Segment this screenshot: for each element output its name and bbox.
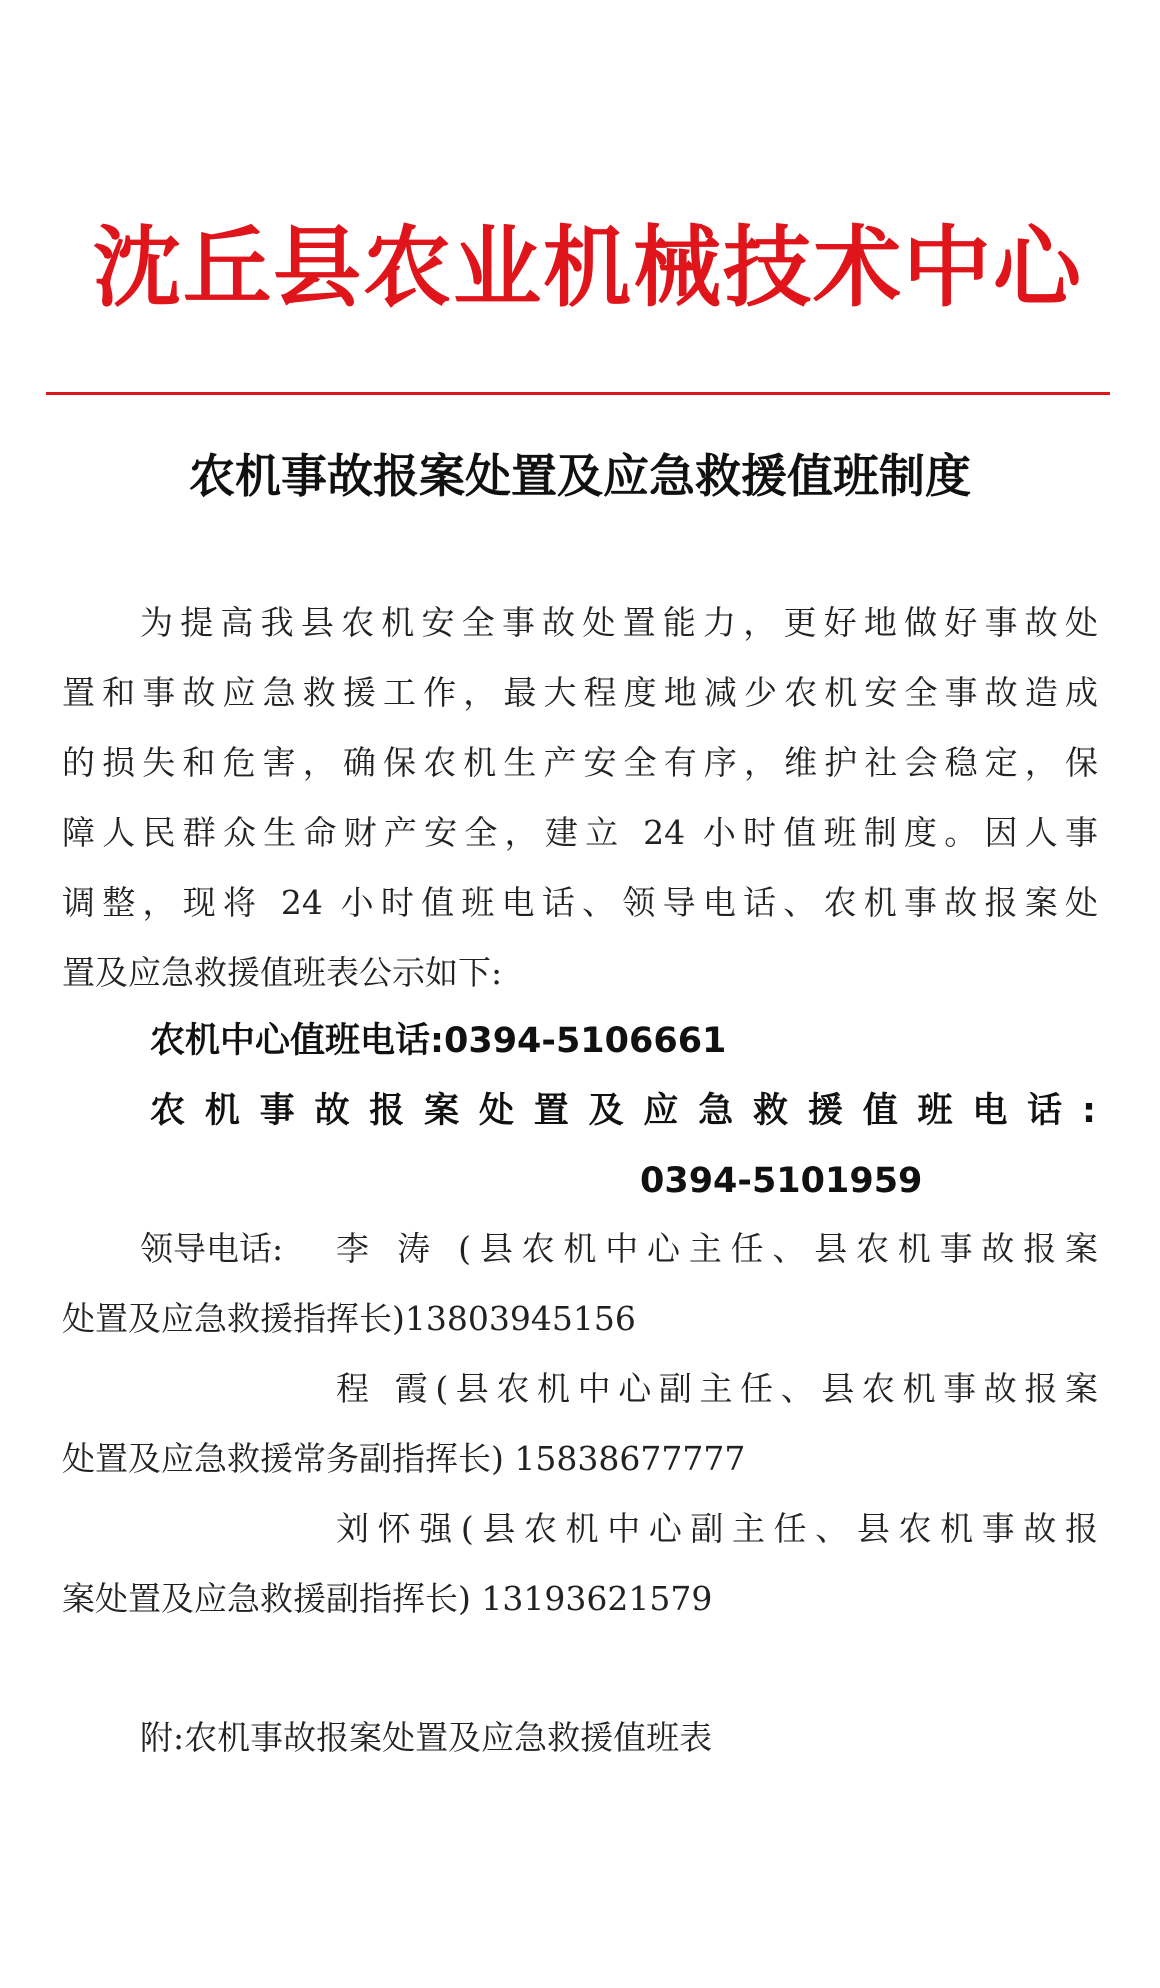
leader-entry-line: 处置及应急救援常务副指挥长) 15838677777	[62, 1439, 746, 1478]
appendix-note: 附:农机事故报案处置及应急救援值班表	[140, 1718, 713, 1757]
leaders-label: 领导电话:	[140, 1229, 284, 1268]
leader-entry-line: 刘怀强(县农机中心副主任、县农机事故报	[336, 1509, 1098, 1548]
document-title: 农机事故报案处置及应急救援值班制度	[189, 449, 971, 503]
emergency-phone-number: 0394-5101959	[640, 1161, 923, 1201]
intro-line: 障人民群众生命财产安全，建立 24 小时值班制度。因人事	[62, 813, 1098, 852]
duty-phone-label: 农机中心值班电话:	[150, 1021, 444, 1061]
red-divider-line	[46, 392, 1110, 395]
intro-line: 置和事故应急救援工作，最大程度地减少农机安全事故造成	[62, 673, 1098, 712]
organization-header: 沈丘县农业机械技术中心	[92, 215, 1083, 319]
intro-line: 为提高我县农机安全事故处置能力，更好地做好事故处	[140, 603, 1098, 642]
leader-entry-line: 李 涛 (县农机中心主任、县农机事故报案	[336, 1229, 1098, 1268]
leader-entry-line: 案处置及应急救援副指挥长) 13193621579	[62, 1579, 713, 1618]
intro-line: 调整，现将 24 小时值班电话、领导电话、农机事故报案处	[62, 883, 1098, 922]
intro-line: 置及应急救援值班表公示如下:	[62, 953, 503, 992]
leader-entry-line: 程 霞(县农机中心副主任、县农机事故报案	[336, 1369, 1098, 1408]
emergency-phone-label: 农机事故报案处置及应急救援值班电话:	[150, 1091, 1096, 1131]
duty-phone	[150, 1016, 726, 1066]
leader-entry-line: 处置及应急救援指挥长)13803945156	[62, 1299, 636, 1338]
intro-line: 的损失和危害，确保农机生产安全有序，维护社会稳定，保	[62, 743, 1098, 782]
duty-phone-number: 0394-5106661	[444, 1021, 727, 1061]
